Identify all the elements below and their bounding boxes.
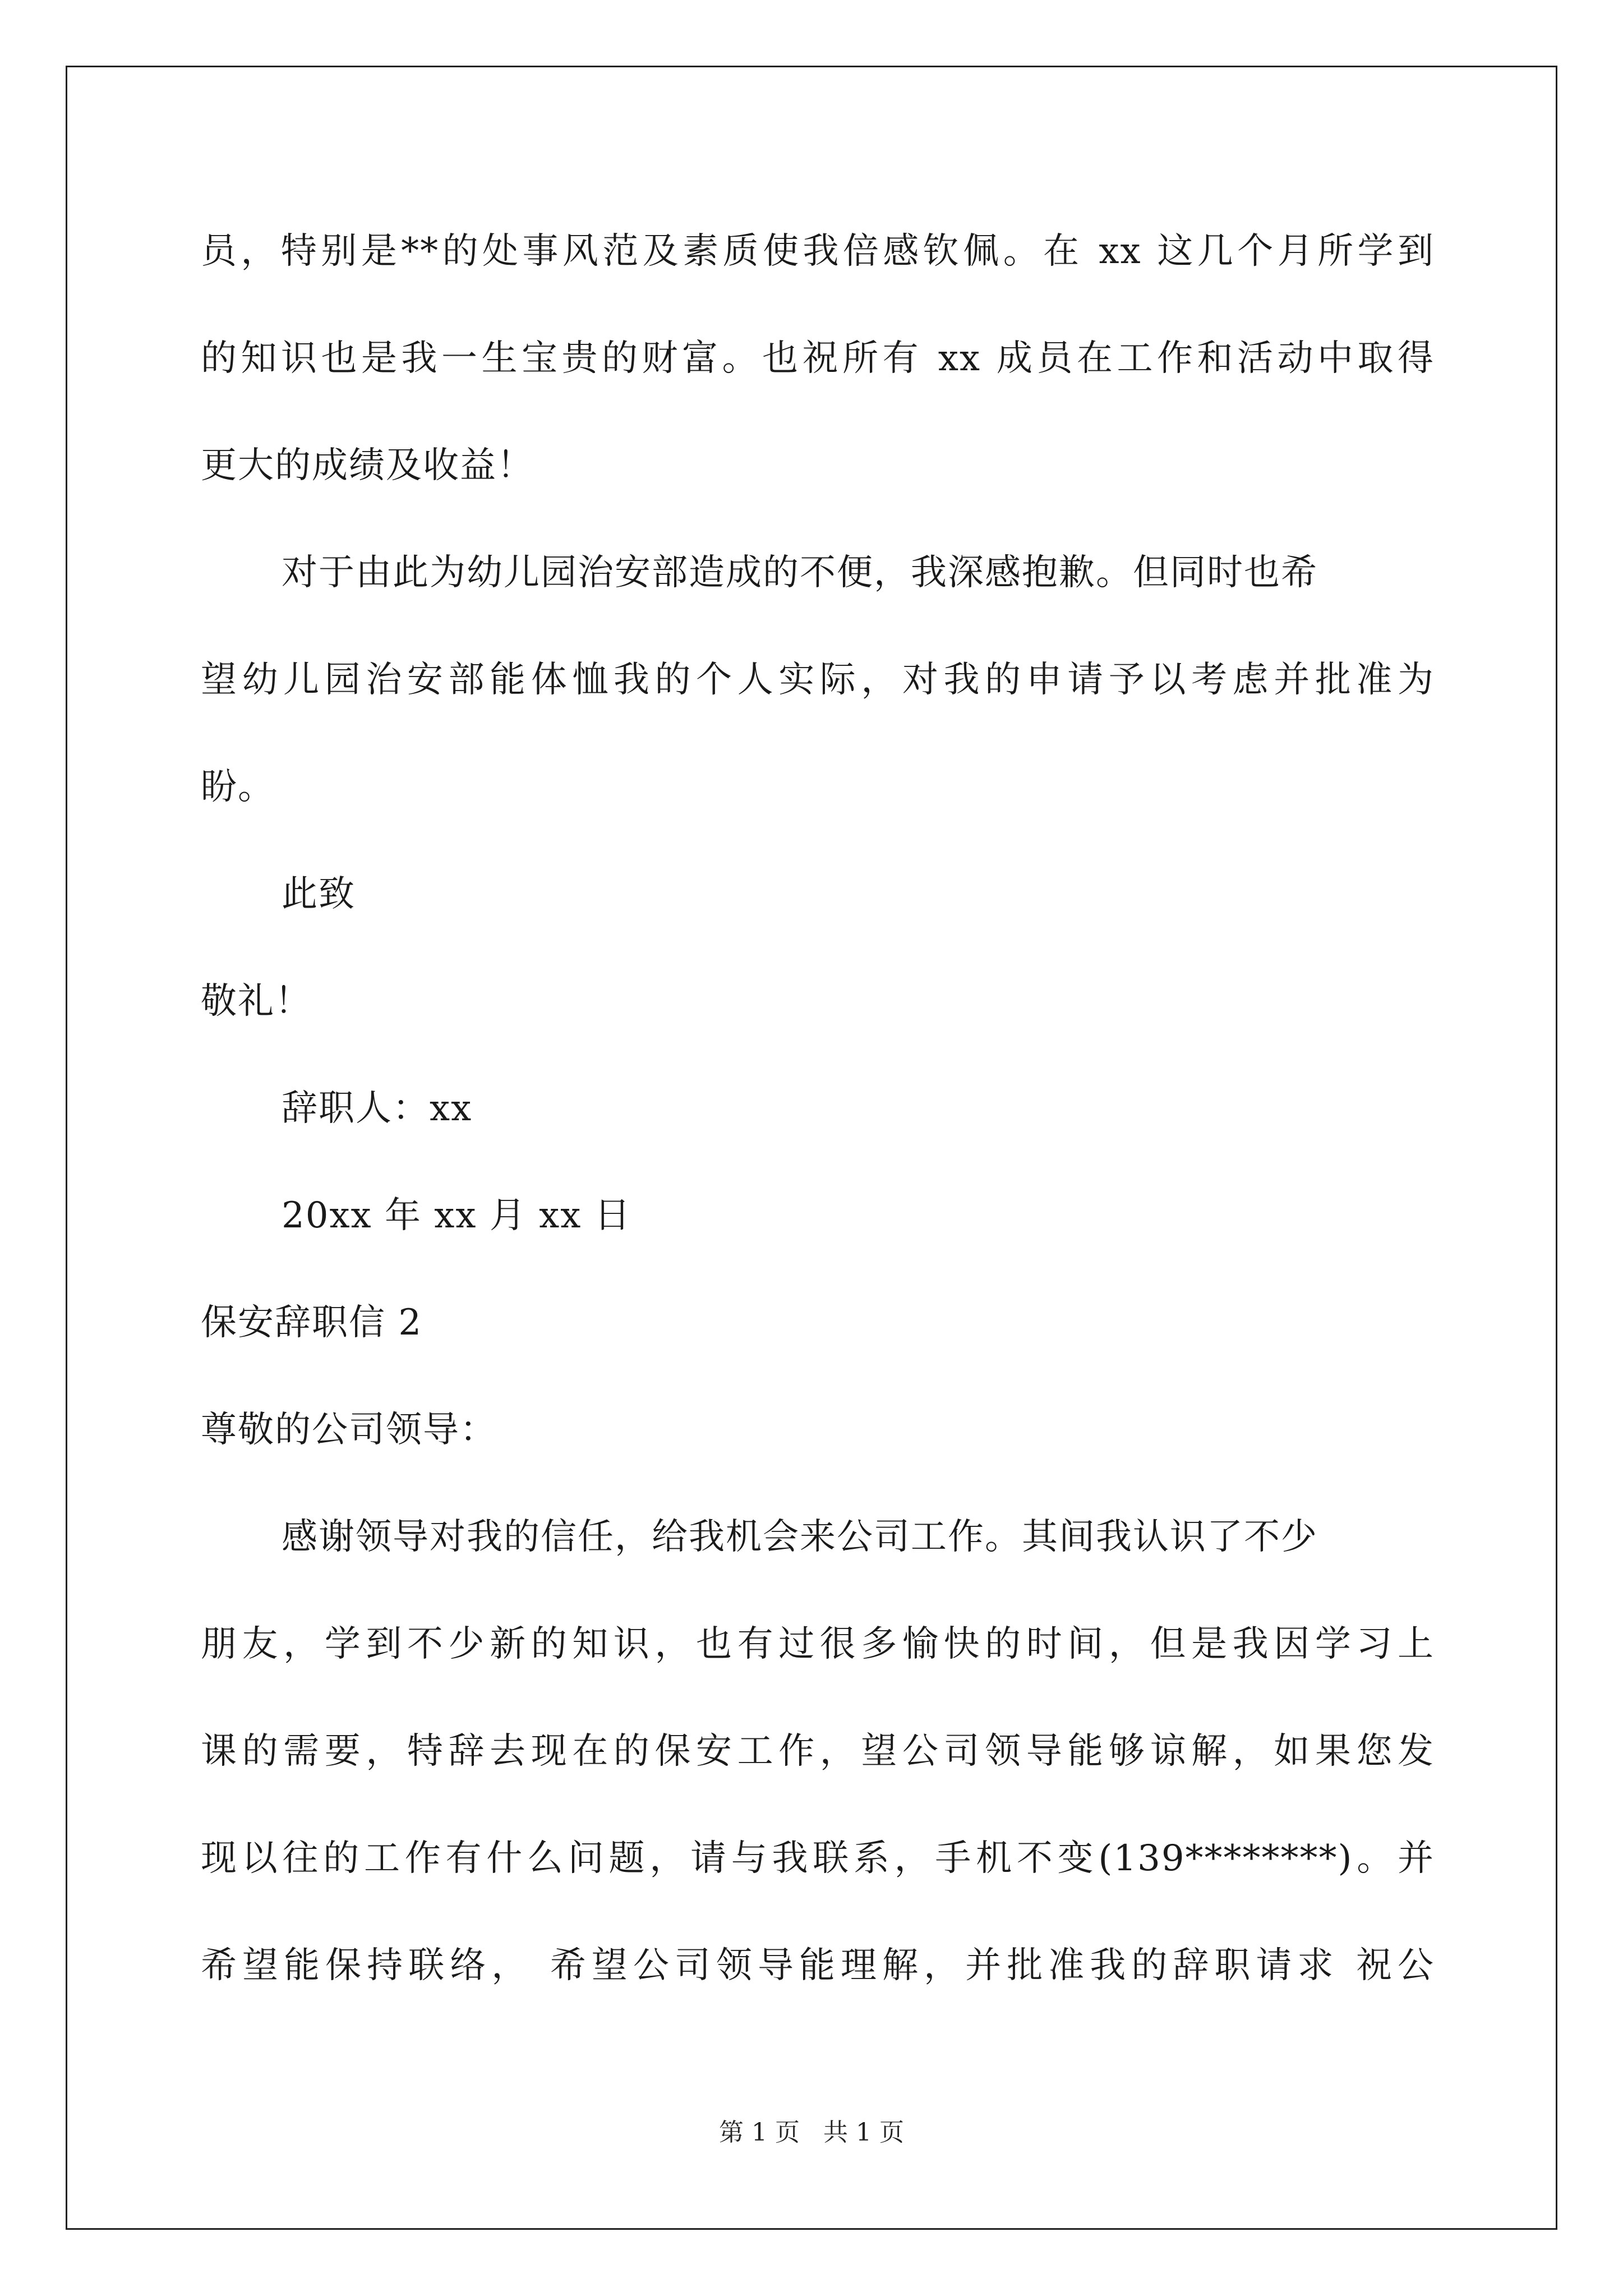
signature-name: 辞职人：xx (282, 1088, 473, 1129)
paragraph-line: 感谢领导对我的信任，给我机会来公司工作。其间我认识了不少 (282, 1516, 1318, 1558)
paragraph-line: 员，特别是**的处事风范及素质使我倍感钦佩。在 xx 这几个月所学到 (201, 231, 1435, 272)
salutation-regards: 敬礼！ (201, 981, 312, 1022)
paragraph-line: 盼。 (201, 766, 275, 808)
paragraph-line: 课的需要，特辞去现在的保安工作，望公司领导能够谅解，如果您发 (201, 1731, 1435, 1772)
paragraph-line: 朋友，学到不少新的知识，也有过很多愉快的时间，但是我因学习上 (201, 1623, 1435, 1665)
paragraph-line: 希望能保持联络， 希望公司领导能理解，并批准我的辞职请求 祝公 (201, 1945, 1435, 1986)
paragraph-line: 望幼儿园治安部能体恤我的个人实际，对我的申请予以考虑并批准为 (201, 659, 1435, 701)
paragraph-line: 更大的成绩及收益！ (201, 445, 534, 486)
paragraph-line: 的知识也是我一生宝贵的财富。也祝所有 xx 成员在工作和活动中取得 (201, 338, 1435, 379)
salutation-closing: 此致 (282, 873, 356, 915)
signature-date: 20xx 年 xx 月 xx 日 (282, 1195, 631, 1236)
section-title: 保安辞职信 2 (201, 1302, 423, 1343)
page-number-footer: 第 1 页 共 1 页 (719, 2118, 904, 2147)
letter-greeting: 尊敬的公司领导： (201, 1409, 497, 1451)
paragraph-line: 对于由此为幼儿园治安部造成的不便，我深感抱歉。但同时也希 (282, 552, 1318, 593)
page-border (66, 66, 1557, 2230)
paragraph-line: 现以往的工作有什么问题，请与我联系，手机不变(139********)。并 (201, 1838, 1435, 1879)
